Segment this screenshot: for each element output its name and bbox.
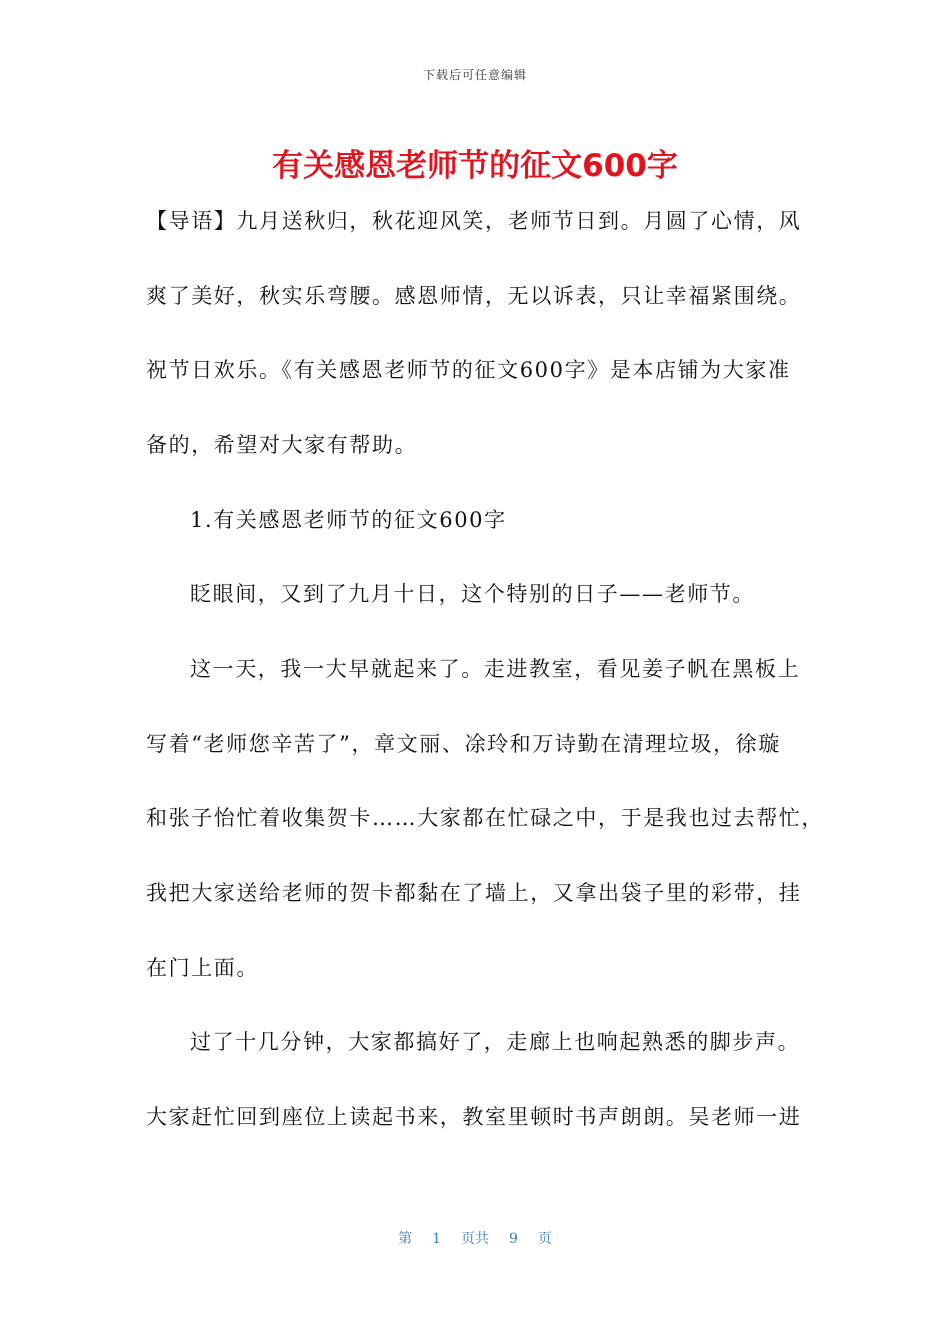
body-line: 在门上面。 xyxy=(146,956,259,980)
body-line: 和张子怡忙着收集贺卡……大家都在忙碌之中，于是我也过去帮忙， xyxy=(146,806,824,830)
body-line: 这一天，我一大早就起来了。走进教室，看见姜子帆在黑板上 xyxy=(190,657,801,681)
body-line: 写着“老师您辛苦了”，章文丽、凃玲和万诗勤在清理垃圾，徐璇 xyxy=(146,732,781,756)
page-header: 下载后可任意编辑 xyxy=(422,68,527,82)
body-line: 爽了美好，秋实乐弯腰。感恩师情，无以诉表，只让幸福紧围绕。 xyxy=(146,284,802,308)
page-label-post: 页 xyxy=(537,1231,552,1247)
body-line: 过了十几分钟，大家都搞好了，走廊上也响起熟悉的脚步声。 xyxy=(190,1030,801,1054)
body-line: 备的，希望对大家有帮助。 xyxy=(146,433,418,457)
page-label-mid: 页共 xyxy=(461,1231,489,1247)
page-current: 1 xyxy=(432,1231,441,1247)
document-title: 有关感恩老师节的征文600字 xyxy=(272,148,678,184)
body-line: 【导语】九月送秋归，秋花迎风笑，老师节日到。月圆了心情，风 xyxy=(146,209,802,233)
page-label-pre: 第 xyxy=(398,1231,413,1247)
body-line: 大家赶忙回到座位上读起书来，教室里顿时书声朗朗。吴老师一进 xyxy=(146,1105,802,1129)
body-line: 祝节日欢乐。《有关感恩老师节的征文600字》是本店铺为大家准 xyxy=(146,358,791,382)
page-total: 9 xyxy=(509,1231,518,1247)
page-footer xyxy=(0,1228,950,1248)
body-line: 我把大家送给老师的贺卡都黏在了墙上，又拿出袋子里的彩带，挂 xyxy=(146,881,802,905)
section-heading: 1.有关感恩老师节的征文600字 xyxy=(190,508,507,532)
body-line: 眨眼间，又到了九月十日，这个特别的日子——老师节。 xyxy=(190,582,755,606)
